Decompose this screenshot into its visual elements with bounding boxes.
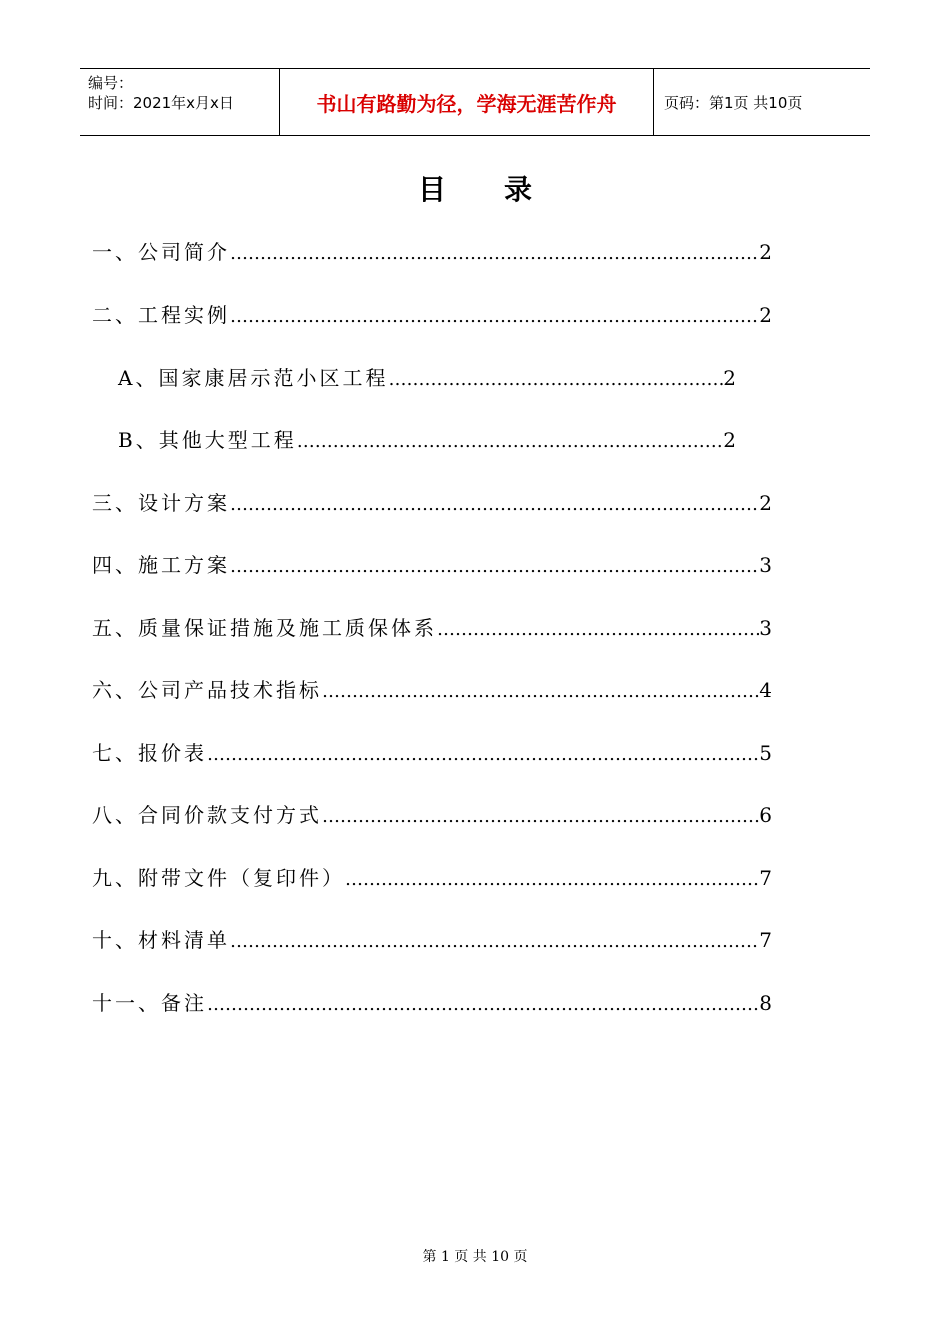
toc-leader-dots bbox=[322, 681, 759, 702]
toc-entry[interactable] bbox=[92, 299, 772, 329]
toc-entry[interactable] bbox=[92, 487, 772, 517]
toc-page-number: 2 bbox=[759, 303, 772, 327]
toc-page-number: 6 bbox=[759, 803, 772, 827]
toc-label: 十、材料清单 bbox=[92, 928, 230, 952]
toc-page-number: 3 bbox=[759, 553, 772, 577]
toc-entry[interactable] bbox=[92, 737, 772, 767]
toc-label: 三、设计方案 bbox=[92, 491, 230, 515]
toc-subentry[interactable] bbox=[118, 362, 736, 392]
toc-page-number: 4 bbox=[759, 678, 772, 702]
toc-entry[interactable] bbox=[92, 674, 772, 704]
document-date: 时间：2021年x月x日 bbox=[88, 94, 234, 112]
toc-label: 四、施工方案 bbox=[92, 553, 230, 577]
toc-page-number: 2 bbox=[723, 428, 736, 452]
toc-page-number: 3 bbox=[759, 616, 772, 640]
header-page-info: 页码：第1页 共10页 bbox=[664, 93, 803, 112]
toc-label: A、国家康居示范小区工程 bbox=[118, 366, 389, 390]
toc-leader-dots bbox=[437, 619, 759, 640]
toc-label: 六、公司产品技术指标 bbox=[92, 678, 322, 702]
page-header bbox=[80, 68, 870, 136]
header-meta bbox=[80, 69, 280, 135]
toc-leader-dots bbox=[230, 306, 759, 327]
toc-entry[interactable] bbox=[92, 799, 772, 829]
toc-page-number: 7 bbox=[759, 928, 772, 952]
toc-leader-dots bbox=[207, 994, 759, 1015]
toc-entry[interactable] bbox=[92, 236, 772, 266]
toc-page-number: 2 bbox=[723, 366, 736, 390]
toc-page-number: 8 bbox=[759, 991, 772, 1015]
toc-page-number: 2 bbox=[759, 240, 772, 264]
toc-entry[interactable] bbox=[92, 612, 772, 642]
toc-label: 五、质量保证措施及施工质保体系 bbox=[92, 616, 437, 640]
toc-leader-dots bbox=[230, 243, 759, 264]
page-title: 目录 bbox=[417, 173, 590, 206]
toc-leader-dots bbox=[322, 806, 759, 827]
toc-leader-dots bbox=[230, 494, 759, 515]
toc-entry[interactable] bbox=[92, 862, 772, 892]
toc-label: 八、合同价款支付方式 bbox=[92, 803, 322, 827]
toc-entry[interactable] bbox=[92, 987, 772, 1017]
toc-leader-dots bbox=[230, 556, 759, 577]
toc-label: B、其他大型工程 bbox=[118, 428, 297, 452]
toc-leader-dots bbox=[345, 869, 759, 890]
toc-leader-dots bbox=[388, 369, 723, 390]
toc-page-number: 7 bbox=[759, 866, 772, 890]
toc-label: 七、报价表 bbox=[92, 741, 207, 765]
toc-label: 九、附带文件（复印件） bbox=[92, 866, 345, 890]
document-number-label: 编号： bbox=[88, 74, 134, 92]
toc-label: 二、工程实例 bbox=[92, 303, 230, 327]
toc-entry[interactable] bbox=[92, 924, 772, 954]
toc-label: 一、公司简介 bbox=[92, 240, 230, 264]
toc-label: 十一、备注 bbox=[92, 991, 207, 1015]
toc-leader-dots bbox=[207, 744, 759, 765]
header-motto: 书山有路勤为径，学海无涯苦作舟 bbox=[280, 69, 654, 135]
toc-page-number: 2 bbox=[759, 491, 772, 515]
toc-leader-dots bbox=[230, 931, 759, 952]
toc-entry[interactable] bbox=[92, 549, 772, 579]
toc-subentry[interactable] bbox=[118, 424, 736, 454]
page-footer: 第 1 页 共 10 页 bbox=[422, 1249, 528, 1265]
toc-page-number: 5 bbox=[759, 741, 772, 765]
toc-leader-dots bbox=[297, 431, 724, 452]
